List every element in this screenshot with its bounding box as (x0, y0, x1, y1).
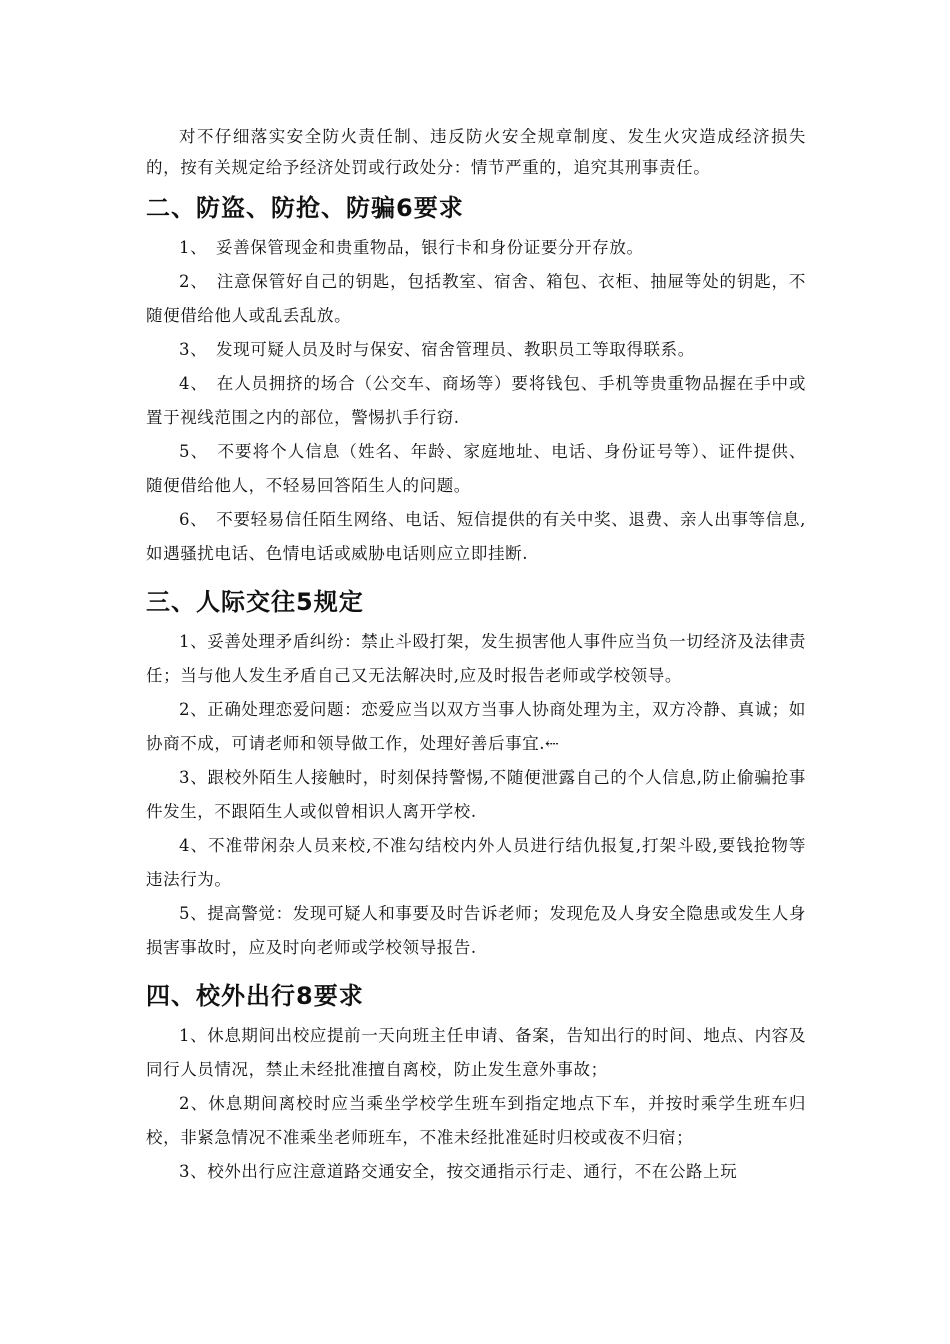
list-item: 2、正确处理恋爱问题：恋爱应当以双方当事人协商处理为主，双方冷静、真诚；如协商不成，可请老师和领导做工作，处理好善后事宜.⇠ (146, 700, 806, 753)
section-heading: 四、校外出行8要求 (146, 982, 364, 1010)
intro-paragraph: 对不仔细落实安全防火责任制、违反防火安全规章制度、发生火灾造成经济损失的，按有关规定给予经济处罚或行政处分：情节严重的，追究其刑事责任。 (146, 127, 806, 177)
section-heading: 二、防盗、防抢、防骗6要求 (146, 194, 464, 222)
list-item: 2、 注意保管好自己的钥匙，包括教室、宿舍、箱包、衣柜、抽屉等处的钥匙，不随便借给他人或乱丢乱放。 (146, 272, 806, 325)
section-interpersonal (146, 585, 806, 965)
section-outing (146, 979, 806, 1189)
list-item: 2、休息期间离校时应当乘坐学校学生班车到指定地点下车，并按时乘学生班车归校，非紧急情况不准乘坐老师班车，不准未经批准延时归校或夜不归宿； (146, 1094, 806, 1147)
list-item: 5、提高警觉：发现可疑人和事要及时告诉老师；发现危及人身安全隐患或发生人身损害事故时，应及时向老师或学校领导报告. (146, 904, 806, 957)
list-item: 3、 发现可疑人员及时与保安、宿舍管理员、教职员工等取得联系。 (179, 340, 695, 359)
list-item: 5、 不要将个人信息（姓名、年龄、家庭地址、电话、身份证号等）、证件提供、随便借给他人，不轻易回答陌生人的问题。 (146, 442, 806, 495)
list-item: 3、跟校外陌生人接触时，时刻保持警惕,不随便泄露自己的个人信息,防止偷骗抢事件发生，不跟陌生人或似曾相识人离开学校. (146, 768, 806, 821)
list-item: 3、校外出行应注意道路交通安全，按交通指示行走、通行，不在公路上玩 (179, 1162, 738, 1181)
section-heading: 三、人际交往5规定 (146, 588, 364, 616)
list-item: 4、 在人员拥挤的场合（公交车、商场等）要将钱包、手机等贵重物品握在手中或置于视线范围之内的部位，警惕扒手行窃. (146, 374, 806, 427)
list-item: 1、妥善处理矛盾纠纷：禁止斗殴打架，发生损害他人事件应当负一切经济及法律责任；当与他人发生矛盾自己又无法解决时,应及时报告老师或学校领导。 (146, 632, 806, 685)
list-item: 4、不准带闲杂人员来校,不准勾结校内外人员进行结仇报复,打架斗殴,要钱抢物等违法行为。 (146, 836, 806, 889)
section-theft-prevention (146, 191, 806, 571)
list-item: 1、 妥善保管现金和贵重物品，银行卡和身份证要分开存放。 (179, 238, 644, 257)
list-item: 6、 不要轻易信任陌生网络、电话、短信提供的有关中奖、退费、亲人出事等信息,如遇骚扰电话、色情电话或威胁电话则应立即挂断. (146, 510, 806, 563)
document-body (146, 121, 806, 1189)
list-item: 1、休息期间出校应提前一天向班主任申请、备案，告知出行的时间、地点、内容及同行人员情况，禁止未经批准擅自离校，防止发生意外事故； (146, 1026, 806, 1079)
